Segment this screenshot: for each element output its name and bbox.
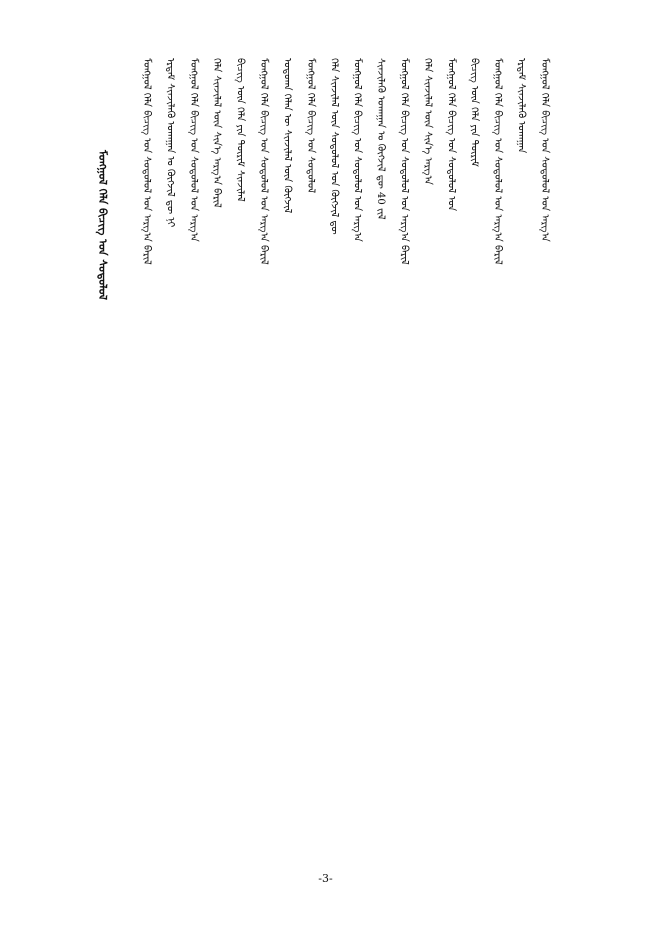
text-column: [444, 58, 456, 858]
column-text: ᠮᠣᠩᠭᠣᠯ ᠬᠡᠯᠡ ᠪᠢᠴᠢᠭ ᠤᠨ ᠰᠤᠳᠤᠯᠤᠯ ᠤᠨ ᠠᠷᠭ᠎ᠠ ᠪᠠᠷᠢᠯ: [141, 58, 152, 265]
text-column: [140, 58, 152, 858]
column-text: ᠡᠷᠳᠡᠮ ᠰᠢᠨᠵᠢᠯᠡᠬᠦ ᠤᠬᠠᠭᠠᠨ: [515, 58, 527, 154]
column-text: ᠮᠣᠩᠭᠣᠯ ᠬᠡᠯᠡ ᠪᠢᠴᠢᠭ ᠤᠨ ᠰᠤᠳᠤᠯᠤᠯ ᠤᠨ ᠠᠷᠭ᠎ᠠ: [351, 58, 363, 242]
column-text: ᠬᠡᠯᠡ ᠰᠢᠨᠵᠢᠯᠡᠯ ᠦᠨ ᠰᠢᠨ᠎ᠡ ᠠᠷᠭ᠎ᠠ ᠪᠠᠷᠢᠯ: [211, 58, 223, 208]
title-text: ᠮᠣᠩᠭᠣᠯ ᠬᠡᠯᠡ ᠪᠢᠴᠢᠭ ᠤᠨ ᠰᠤᠳᠤᠯᠤᠯ: [96, 150, 109, 300]
text-column: [397, 58, 409, 858]
text-column: [234, 58, 246, 858]
column-text: ᠰᠢᠨᠵᠢᠯᠡᠬᠦ ᠤᠬᠠᠭᠠᠨ ᠤ ᠬᠦᠭᠵᠢᠯ ᠳᠦ 40 ᠵᠢᠯ: [375, 58, 387, 220]
column-text: ᠮᠣᠩᠭᠣᠯ ᠬᠡᠯᠡ ᠪᠢᠴᠢᠭ ᠤᠨ ᠰᠤᠳᠤᠯᠤᠯ ᠤᠨ ᠠᠷᠭ᠎ᠠ ᠪᠠᠷᠢᠯ: [398, 58, 410, 265]
text-column: [515, 58, 527, 858]
column-text: ᠬᠡᠯᠡ ᠰᠢᠨᠵᠢᠯᠡᠯ ᠦᠨ ᠰᠤᠳᠤᠯᠤᠯ ᠤᠨ ᠬᠦᠭᠵᠢᠯ ᠳᠦ: [328, 58, 340, 235]
page-title: [95, 150, 109, 850]
text-column: [374, 58, 386, 858]
body-text-block: [140, 58, 550, 858]
column-text: ᠮᠣᠩᠭᠣᠯ ᠬᠡᠯᠡ ᠪᠢᠴᠢᠭ ᠤᠨ ᠰᠤᠳᠤᠯᠤᠯ: [304, 58, 316, 194]
text-column: [280, 58, 292, 858]
column-text: ᠮᠣᠩᠭᠣᠯ ᠬᠡᠯᠡ ᠪᠢᠴᠢᠭ ᠤᠨ ᠰᠤᠳᠤᠯᠤᠯ ᠤᠨ ᠠᠷᠭ᠎ᠠ ᠪᠠᠷᠢᠯ: [258, 58, 270, 265]
text-column: [468, 58, 480, 858]
column-text: ᠪᠢᠴᠢᠭ ᠦᠨ ᠬᠡᠯᠡ ᠶᠢᠨ ᠳᠦᠷᠢᠮ: [468, 58, 480, 167]
column-text: ᠡᠷᠳᠡᠮ ᠰᠢᠨᠵᠢᠯᠡᠬᠦ ᠤᠬᠠᠭᠠᠨ ᠤ ᠬᠦᠭᠵᠢᠯ ᠳᠦ ᠨᠢ: [164, 58, 176, 228]
text-column: [163, 58, 175, 858]
column-text: ᠪᠢᠴᠢᠭ ᠦᠨ ᠬᠡᠯᠡ ᠶᠢᠨ ᠳᠦᠷᠢᠮ ᠰᠢᠨᠵᠢᠯᠡᠯ: [234, 58, 246, 202]
text-column: [210, 58, 222, 858]
text-column: [257, 58, 269, 858]
column-text: ᠮᠣᠩᠭᠣᠯ ᠬᠡᠯᠡ ᠪᠢᠴᠢᠭ ᠤᠨ ᠰᠤᠳᠤᠯᠤᠯ ᠤᠨ ᠠᠷᠭ᠎ᠠ ᠪᠠᠷᠢᠯ: [492, 58, 504, 265]
column-text: ᠮᠣᠩᠭᠣᠯ ᠬᠡᠯᠡ ᠪᠢᠴᠢᠭ ᠤᠨ ᠰᠤᠳᠤᠯᠤᠯ ᠤᠨ ᠠᠷᠭ᠎ᠠ: [538, 58, 550, 242]
text-column: [187, 58, 199, 858]
text-column: [491, 58, 503, 858]
text-column: [421, 58, 433, 858]
text-column: [351, 58, 363, 858]
text-column: [538, 58, 550, 858]
page-number: -3-: [318, 872, 333, 885]
column-text: ᠤᠳᠤᠬᠠ ᠬᠡᠯᠡᠨ ᠦ ᠰᠢᠨᠵᠢᠯᠡᠯ ᠦᠨ ᠬᠦᠭᠵᠢᠯ: [281, 58, 293, 214]
column-text: ᠬᠡᠯᠡ ᠰᠢᠨᠵᠢᠯᠡᠯ ᠦᠨ ᠰᠢᠨ᠎ᠡ ᠠᠷᠭ᠎ᠠ: [421, 58, 433, 185]
column-text: ᠮᠣᠩᠭᠣᠯ ᠬᠡᠯᠡ ᠪᠢᠴᠢᠭ ᠤᠨ ᠰᠤᠳᠤᠯᠤᠯ ᠤᠨ: [445, 58, 457, 212]
column-text: ᠮᠣᠩᠭᠣᠯ ᠬᠡᠯᠡ ᠪᠢᠴᠢᠭ ᠤᠨ ᠰᠤᠳᠤᠯᠤᠯ ᠤᠨ ᠠᠷᠭ᠎ᠠ: [187, 58, 199, 242]
text-column: [304, 58, 316, 858]
text-column: [327, 58, 339, 858]
